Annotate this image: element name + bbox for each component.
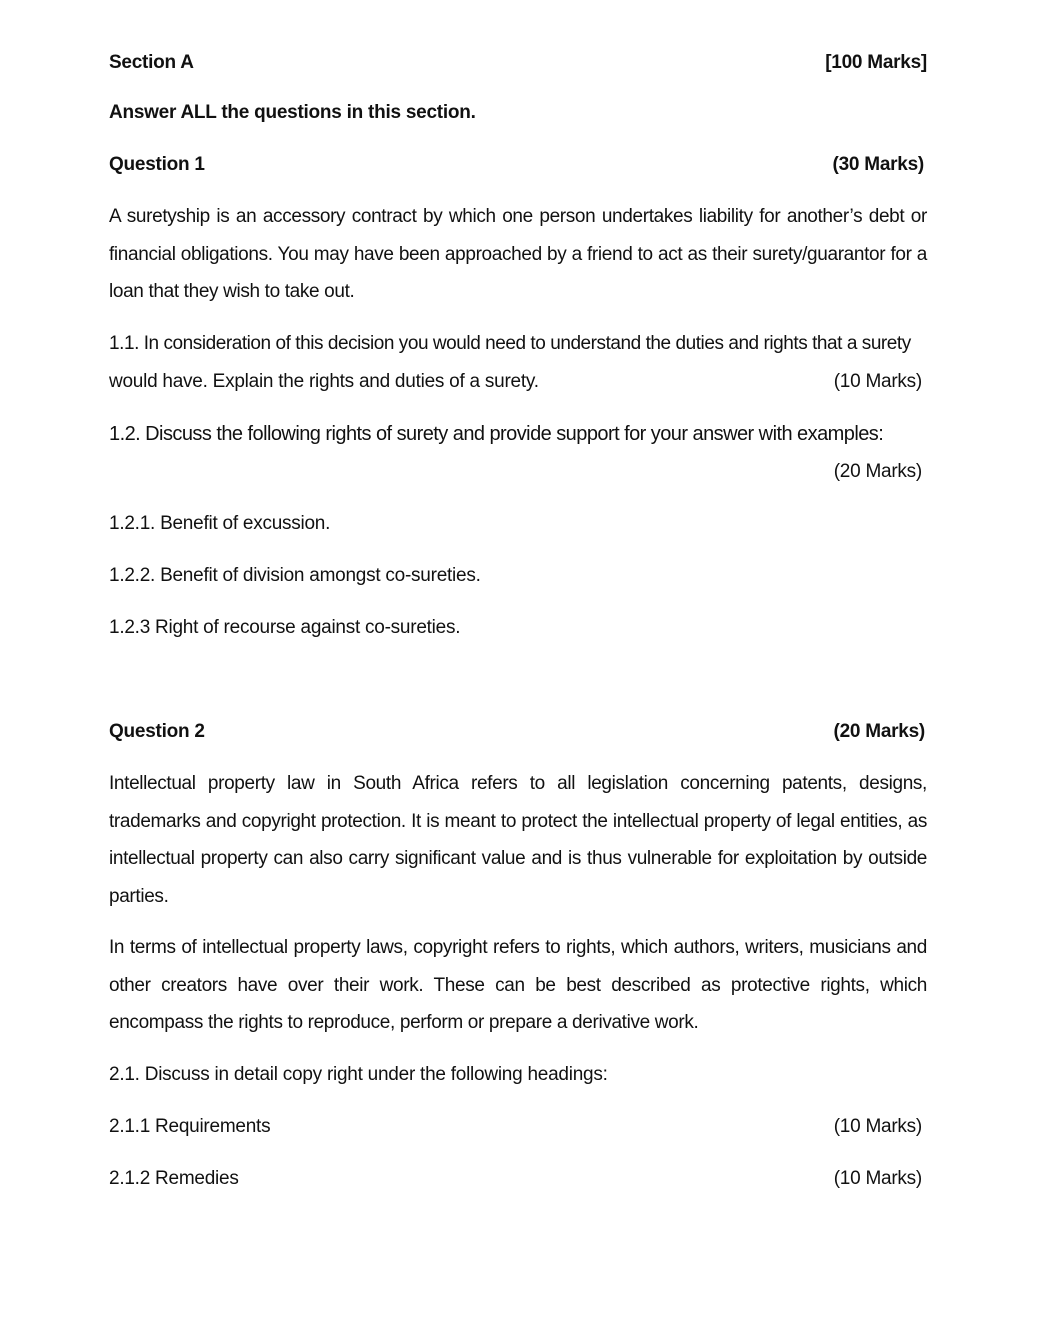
question-2-1-text: 2.1. Discuss in detail copy right under the following headings: [109, 1064, 608, 1085]
question-1-1-line2 [109, 370, 922, 394]
question-2-1-1-text: 2.1.1 Requirements [109, 1116, 271, 1137]
question-1-2-3: 1.2.3 Right of recourse against co-sureties. [109, 617, 461, 638]
question-1-1-text-line1: 1.1. In consideration of this decision you would need to understand the duties and rights that a surety [109, 333, 911, 354]
question-2-paragraph-2: In terms of intellectual property laws, copyright refers to rights, which authors, writers, musicians and other creators have over their work. These can be best described as protective rights, which encompass the rights to reproduce, perform or prepare a derivative work. [109, 937, 927, 1034]
question-2-paragraph-1: Intellectual property law in South Africa refers to all legislation concerning patents, designs, trademarks and copyright protection. It is meant to protect the intellectual property of legal entities, as intellectual property can also carry significant value and is thus vulnerable for exploitation by outside parties. [109, 773, 927, 908]
section-marks: [100 Marks] [825, 52, 927, 73]
question-1-2-text: 1.2. Discuss the following rights of surety and provide support for your answer with examples: [109, 423, 884, 445]
section-header [109, 51, 927, 75]
section-instruction: Answer ALL the questions in this section. [109, 102, 476, 123]
question-2-1-1-row [109, 1115, 922, 1139]
question-1-header [109, 153, 924, 177]
question-2-marks: (20 Marks) [833, 721, 925, 742]
question-2-header [109, 720, 925, 744]
question-2-1-1-marks: (10 Marks) [833, 1116, 922, 1137]
question-1-intro: A suretyship is an accessory contract by which one person undertakes liability for another’s debt or financial obligations. You may have been approached by a friend to act as their surety/guarantor for a loan that they wish to take out. [109, 206, 927, 303]
question-1-2-1: 1.2.1. Benefit of excussion. [109, 513, 331, 534]
question-2-title: Question 2 [109, 721, 205, 742]
question-1-marks: (30 Marks) [832, 154, 924, 175]
question-1-2-marks: (20 Marks) [833, 461, 922, 482]
question-1-2-2: 1.2.2. Benefit of division amongst co-sureties. [109, 565, 481, 586]
question-2-1-2-row [109, 1167, 922, 1191]
section-title: Section A [109, 52, 194, 73]
question-2-1-2-marks: (10 Marks) [833, 1168, 922, 1189]
question-1-1-line1 [109, 332, 927, 356]
question-1-1-text-line2: would have. Explain the rights and duties of a surety. [109, 371, 539, 392]
question-1-1-marks: (10 Marks) [833, 371, 922, 392]
question-2-1-2-text: 2.1.2 Remedies [109, 1168, 239, 1189]
question-1-title: Question 1 [109, 154, 205, 175]
